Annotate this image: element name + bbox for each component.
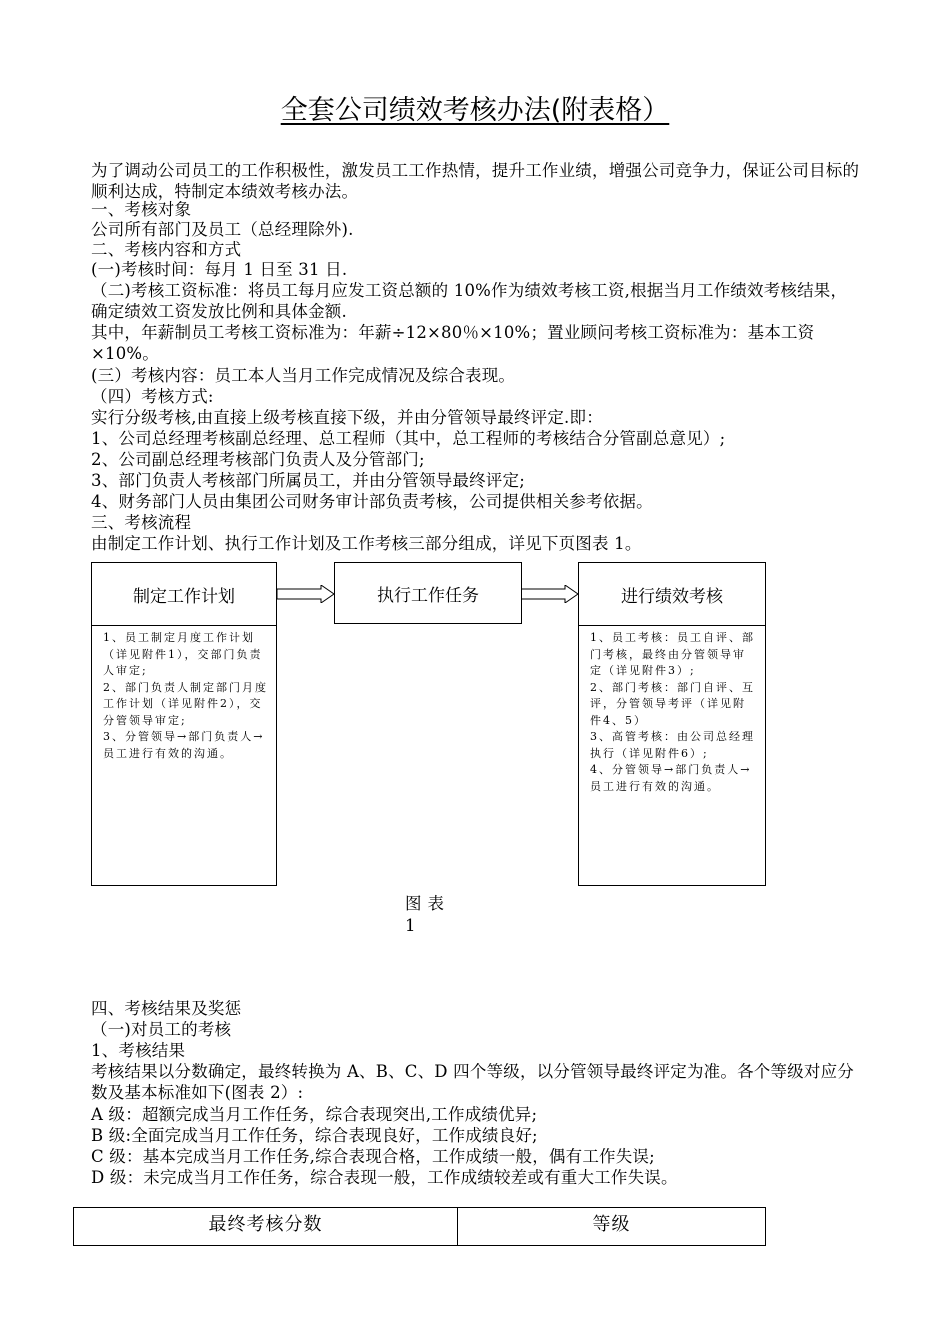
section-2-method: （四）考核方式: — [91, 387, 214, 406]
section-4-result-text: 考核结果以分数确定，最终转换为 A、B、C、D 四个等级，以分管领导最终评定为准。各个等级对应分数及基本标准如下(图表 2）: — [91, 1062, 854, 1102]
grade-c: C 级：基本完成当月工作任务,综合表现合格，工作成绩一般，偶有工作失误; — [91, 1147, 655, 1166]
section-1-text: 公司所有部门及员工（总经理除外). — [91, 220, 354, 239]
intro-paragraph: 为了调动公司员工的工作积极性，激发员工工作热情，提升工作业绩，增强公司竞争力，保证公司目标的顺利达成，特制定本绩效考核办法。 — [91, 161, 860, 201]
grade-b: B 级:全面完成当月工作任务，综合表现良好，工作成绩良好; — [91, 1126, 538, 1145]
section-2-content: (三）考核内容：员工本人当月工作完成情况及综合表现。 — [91, 366, 516, 385]
list-item: 2、公司副总经理考核部门负责人及分管部门; — [91, 450, 425, 469]
section-1-heading: 一、考核对象 — [91, 200, 192, 219]
flow-box-execute-title: 执行工作任务 — [377, 585, 479, 606]
grade-d: D 级：未完成当月工作任务，综合表现一般，工作成绩较差或有重大工作失误。 — [91, 1168, 678, 1187]
section-4-result-heading: 1、考核结果 — [91, 1041, 186, 1060]
figure-caption: 图表 1 — [405, 894, 450, 935]
table-header-grade: 等级 — [458, 1208, 766, 1246]
table-header-score: 最终考核分数 — [74, 1208, 458, 1246]
section-2-time: (一)考核时间：每月 1 日至 31 日. — [91, 260, 348, 279]
flow-box-plan-body: 1、员工制定月度工作计划（详见附件1），交部门负责人审定; 2、部门负责人制定部门月度工作计划（详见附件2），交分管领导审定; 3、分管领导→部门负责人→员工进行有效的沟通。 — [103, 631, 268, 760]
list-item: 4、财务部门人员由集团公司财务审计部负责考核，公司提供相关参考依据。 — [91, 492, 653, 511]
flow-arrow-right-icon — [521, 585, 579, 603]
section-3-text: 由制定工作计划、执行工作计划及工作考核三部分组成，详见下页图表 1。 — [91, 534, 642, 553]
flow-box-evaluate — [578, 562, 766, 886]
section-2-wage-detail: 其中，年薪制员工考核工资标准为：年薪÷12×80％×10%；置业顾问考核工资标准为：基本工资×10%。 — [91, 323, 815, 363]
flow-box-evaluate-title: 进行绩效考核 — [579, 563, 765, 626]
section-3-heading: 三、考核流程 — [91, 513, 192, 532]
section-4-heading: 四、考核结果及奖惩 — [91, 999, 242, 1018]
section-2-heading: 二、考核内容和方式 — [91, 240, 242, 259]
section-2-wage: （二)考核工资标准：将员工每月应发工资总额的 10%作为绩效考核工资,根据当月工作绩效考核结果，确定绩效工资发放比例和具体金额. — [91, 281, 848, 321]
flow-box-execute — [334, 562, 522, 624]
list-item: 1、公司总经理考核副总经理、总工程师（其中，总工程师的考核结合分管副总意见）; — [91, 429, 726, 448]
flow-box-plan-title: 制定工作计划 — [92, 563, 276, 626]
flow-arrow-right-icon — [277, 585, 335, 603]
list-item: 3、部门负责人考核部门所属员工，并由分管领导最终评定; — [91, 471, 525, 490]
flow-box-evaluate-body: 1、员工考核：员工自评、部门考核，最终由分管领导审定（详见附件3）; 2、部门考核：部门自评、互评，分管领导考评（详见附件4、5） 3、高管考核：由公司总经理执行（详见附件6）; 4、分管领导→部门负责人→员工进行有效的沟通。 — [590, 631, 755, 793]
grade-table — [73, 1207, 766, 1246]
grade-a: A 级：超额完成当月工作任务，综合表现突出,工作成绩优异; — [91, 1105, 538, 1124]
section-4-sub: （一)对员工的考核 — [91, 1020, 232, 1039]
section-2-method-desc: 实行分级考核,由直接上级考核直接下级，并由分管领导最终评定.即： — [91, 408, 603, 427]
document-title: 全套公司绩效考核办法(附表格） — [280, 95, 670, 126]
flow-box-plan — [91, 562, 277, 886]
table-row — [74, 1208, 766, 1246]
